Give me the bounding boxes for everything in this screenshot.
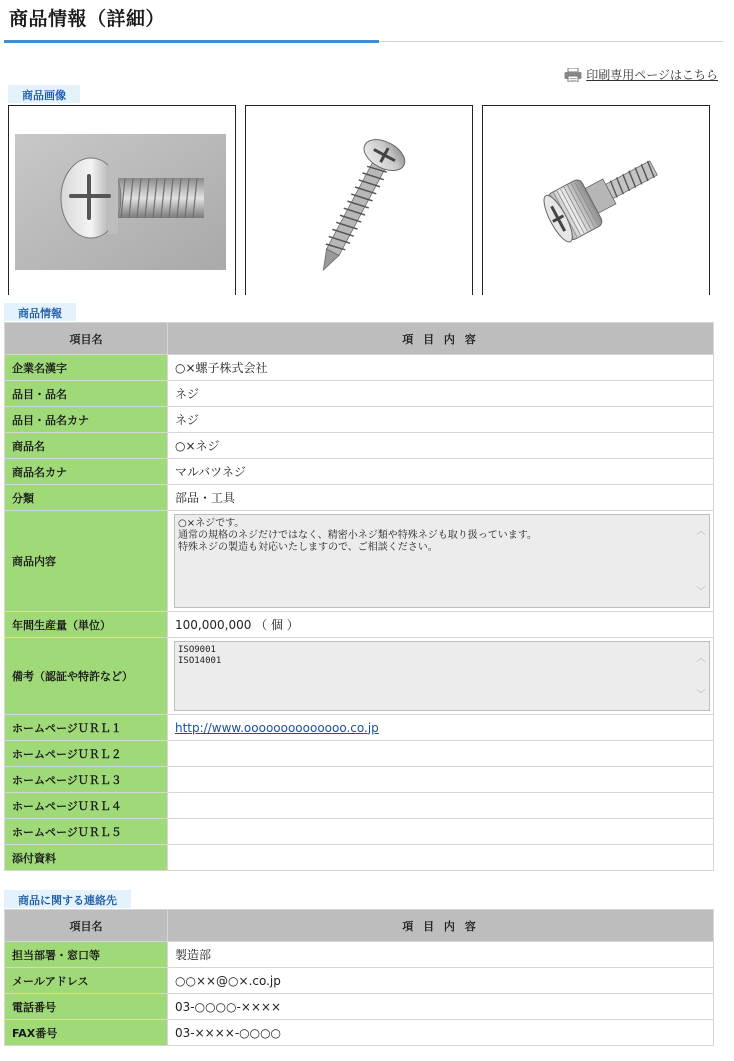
row-value-remarks — [168, 638, 714, 715]
row-value-item-kana: ネジ — [168, 407, 714, 433]
table-row — [5, 612, 714, 638]
row-label-product-name: 商品名 — [5, 433, 168, 459]
table-row — [5, 638, 714, 715]
section-label-product-info: 商品情報 — [4, 303, 76, 321]
row-label-department: 担当部署・窓口等 — [5, 942, 168, 968]
row-label-fax: FAX番号 — [5, 1020, 168, 1046]
row-value-attachment — [168, 845, 714, 871]
row-label-phone: 電話番号 — [5, 994, 168, 1020]
description-line: 通常の規格のネジだけではなく、精密小ネジ類や特殊ネジも取り扱っています。 — [178, 530, 537, 541]
row-value-url3 — [168, 767, 714, 793]
header-item-name: 項目名 — [5, 323, 168, 355]
row-label-annual-production: 年間生産量（単位） — [5, 612, 168, 638]
print-page-link[interactable] — [564, 66, 718, 83]
row-value-department: 製造部 — [168, 942, 714, 968]
row-value-description — [168, 511, 714, 612]
row-label-company: 企業名漢字 — [5, 355, 168, 381]
row-label-item: 品目・品名 — [5, 381, 168, 407]
table-row — [5, 994, 714, 1020]
section-label-images: 商品画像 — [8, 85, 80, 103]
row-value-phone: 03-○○○○-×××× — [168, 994, 714, 1020]
row-value-url2 — [168, 741, 714, 767]
table-row — [5, 381, 714, 407]
description-line: 特殊ネジの製造も対応いたしますので、ご相談ください。 — [178, 542, 438, 553]
row-label-url1: ホームページＵＲＬ１ — [5, 715, 168, 741]
row-value-product-name: ○×ネジ — [168, 433, 714, 459]
homepage-url-link[interactable]: http://www.oooooooooooooo.co.jp — [175, 720, 379, 735]
table-row — [5, 407, 714, 433]
row-value-annual-production: 100,000,000 （ 個 ） — [168, 612, 714, 638]
row-value-url4 — [168, 793, 714, 819]
table-row — [5, 741, 714, 767]
row-label-remarks: 備考（認証や特許など） — [5, 638, 168, 715]
product-info-table — [4, 322, 714, 871]
table-row — [5, 968, 714, 994]
row-label-product-kana: 商品名カナ — [5, 459, 168, 485]
table-row — [5, 459, 714, 485]
pan-head-screw-image — [9, 106, 236, 295]
header-item-name: 項目名 — [5, 910, 168, 942]
table-header-row — [5, 910, 714, 942]
row-label-item-kana: 品目・品名カナ — [5, 407, 168, 433]
table-row — [5, 845, 714, 871]
row-label-attachment: 添付資料 — [5, 845, 168, 871]
row-label-category: 分類 — [5, 485, 168, 511]
description-textarea[interactable] — [174, 514, 710, 608]
table-row — [5, 942, 714, 968]
table-row — [5, 485, 714, 511]
row-value-fax: 03-××××-○○○○ — [168, 1020, 714, 1046]
scroll-up-icon[interactable]: ︿ — [696, 654, 706, 664]
table-row — [5, 793, 714, 819]
row-value-url5 — [168, 819, 714, 845]
tapping-screw-image — [246, 106, 473, 295]
product-image-2[interactable] — [245, 105, 473, 295]
header-item-content: 項 目 内 容 — [168, 910, 714, 942]
row-value-url1 — [168, 715, 714, 741]
table-row — [5, 715, 714, 741]
row-label-url3: ホームページＵＲＬ３ — [5, 767, 168, 793]
scroll-up-icon[interactable]: ︿ — [696, 527, 706, 537]
remarks-line: ISO14001 — [178, 656, 222, 666]
row-label-description: 商品内容 — [5, 511, 168, 612]
page-title: 商品情報（詳細） — [9, 8, 166, 30]
table-row — [5, 355, 714, 381]
product-image-1[interactable] — [8, 105, 236, 295]
knurled-screw-image — [483, 106, 710, 295]
row-value-email: ○○××@○×.co.jp — [168, 968, 714, 994]
description-line: ○×ネジです。 — [178, 518, 245, 529]
header-item-content: 項 目 内 容 — [168, 323, 714, 355]
remarks-textarea[interactable] — [174, 641, 710, 711]
row-value-company: ○×螺子株式会社 — [168, 355, 714, 381]
row-label-url5: ホームページＵＲＬ５ — [5, 819, 168, 845]
row-value-product-kana: マルバツネジ — [168, 459, 714, 485]
row-label-url2: ホームページＵＲＬ２ — [5, 741, 168, 767]
row-label-email: メールアドレス — [5, 968, 168, 994]
row-value-item: ネジ — [168, 381, 714, 407]
row-label-url4: ホームページＵＲＬ４ — [5, 793, 168, 819]
scroll-down-icon[interactable]: ﹀ — [696, 690, 706, 700]
scroll-down-icon[interactable]: ﹀ — [696, 587, 706, 597]
contact-table — [4, 909, 714, 1046]
table-row — [5, 819, 714, 845]
title-accent-bar — [4, 40, 379, 43]
table-header-row — [5, 323, 714, 355]
remarks-line: ISO9001 — [178, 645, 216, 655]
printer-icon — [564, 68, 582, 82]
product-image-3[interactable] — [482, 105, 710, 295]
table-row — [5, 767, 714, 793]
print-link-label: 印刷専用ページはこちら — [586, 68, 718, 82]
section-label-contact: 商品に関する連絡先 — [4, 890, 131, 908]
product-image-gallery — [8, 105, 710, 295]
table-row — [5, 433, 714, 459]
table-row — [5, 511, 714, 612]
table-row — [5, 1020, 714, 1046]
row-value-category: 部品・工具 — [168, 485, 714, 511]
